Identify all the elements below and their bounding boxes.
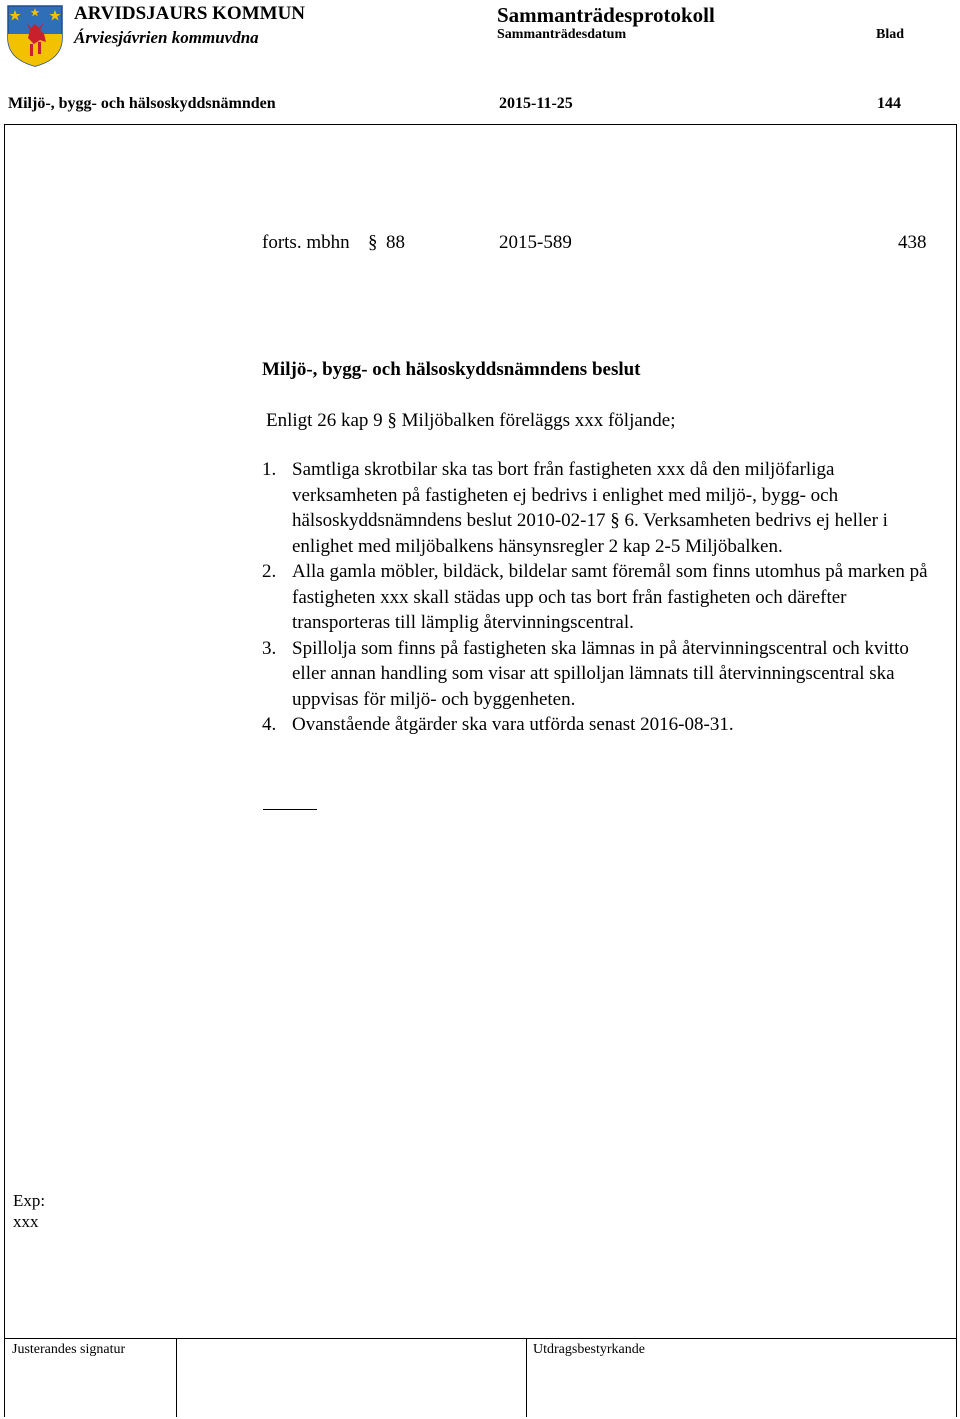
board-name: Miljö-, bygg- och hälsoskyddsnämnden [8,95,276,112]
decision-item-text: Alla gamla möbler, bildäck, bildelar samt föremål som finns utomhus på marken på fastigheten xxx skall städas upp och tas bort från fastigheten och därefter transporteras till lämplig återvinningscentral. [292,561,928,633]
frame-right-border [956,124,957,1417]
section-symbol: § [387,410,397,431]
meeting-date-label: Sammanträdesdatum [497,27,627,42]
section-symbol: § [368,232,378,253]
footer-column-divider-2 [526,1338,527,1417]
expedition-label: Exp: [13,1191,46,1210]
decision-item-number: 4. [262,714,277,735]
decision-item-text-cont: 6. Verksamheten bedrivs ej heller i enlighet med miljöbalkens hänsynsregler 2 kap 2-5 Miljöbalken. [292,510,888,557]
decision-item [262,712,940,738]
protocol-title: Sammanträdesprotokoll [497,3,715,27]
document-number: 438 [898,232,927,253]
decision-heading: Miljö-, bygg- och hälsoskyddsnämndens beslut [262,359,641,380]
decision-intro-part2: Miljöbalken föreläggs xxx följande; [401,410,676,431]
meeting-date: 2015-11-25 [499,95,573,112]
decision-item-text: Samtliga skrotbilar ska tas bort från fastigheten xxx då den miljöfarliga verksamheten på fastigheten ej bedrivs i enlighet med miljö-, bygg- och hälsoskyddsnämndens beslut 2010-02-17 [292,459,839,531]
decision-list [262,457,940,738]
section-symbol: § [610,510,620,531]
decision-item [262,559,940,636]
footer-divider [4,1338,957,1339]
continuation-prefix: forts. mbhn [262,232,350,253]
decision-item-text: Ovanstående åtgärder ska vara utförda senast 2016-08-31. [292,714,734,735]
decision-item-number: 2. [262,561,277,582]
municipality-name-sami: Árviesjávrien kommuvdna [74,28,259,47]
end-of-section-rule [263,809,317,810]
section-number: 88 [386,232,405,253]
decision-item-number: 3. [262,637,277,659]
case-number: 2015-589 [499,232,572,253]
municipality-name: ARVIDSJAURS KOMMUN [74,3,306,24]
signature-label: Justerandes signatur [12,1342,126,1357]
municipality-coat-of-arms [6,4,64,68]
decision-item [262,636,940,713]
certified-label: Utdragsbestyrkande [533,1342,645,1357]
header-divider [4,124,957,125]
decision-intro-part1: Enligt 26 kap 9 [266,410,383,431]
decision-item [262,457,940,559]
decision-item-number: 1. [262,459,277,480]
decision-intro [266,408,676,434]
decision-item-text: Spillolja som finns på fastigheten ska lämnas in på återvinningscentral och kvitto eller annan handling som visar att spilloljan lämnats till återvinningscentral ska uppvisas för miljö- och byggenheten. [292,637,909,710]
page-number: 144 [877,95,901,112]
footer-column-divider-1 [176,1338,177,1417]
frame-left-border [4,124,5,1417]
page-label: Blad [876,27,905,42]
expedition-recipient: xxx [13,1212,39,1231]
